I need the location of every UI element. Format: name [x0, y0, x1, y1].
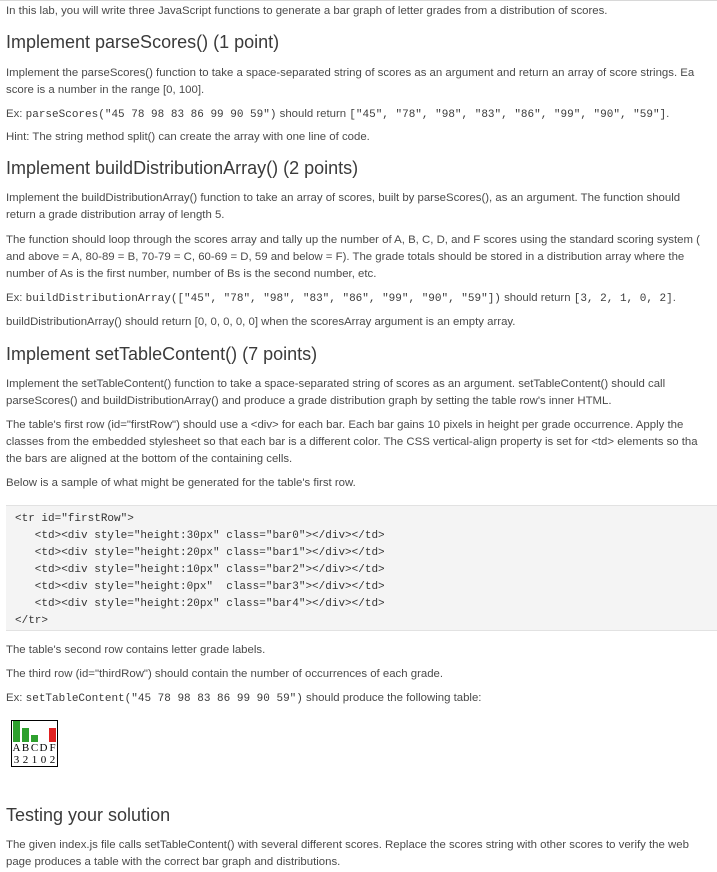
parse-scores-heading: Implement parseScores() (1 point) [6, 32, 280, 52]
bar-c [31, 735, 38, 742]
intro-paragraph: In this lab, you will write three JavaScript functions to generate a bar graph of letter grades from a distribution of scores. [6, 5, 608, 17]
set-table-content-description: Implement the setTableContent() function to take a space-separated string of scores as an argument. setTableContent() should call parseScores() and buildDistributionArray() and produce a grade distribution graph by setting the table row's inner HTML. [6, 378, 666, 407]
build-distribution-empty-note: buildDistributionArray() should return [0, 0, 0, 0, 0] when the scoresArray argument is an empty array. [6, 316, 516, 328]
letter-cell: A [12, 742, 21, 754]
code-line: <td><div style="height:20px" class="bar1"></div></td> [15, 547, 385, 559]
grade-distribution-table [11, 720, 58, 767]
letter-cell: B [21, 742, 30, 754]
count-cell: 1 [31, 754, 38, 766]
second-row-note: The table's second row contains letter grade labels. [6, 644, 266, 656]
top-divider [0, 0, 717, 1]
bar-row [12, 721, 58, 743]
sample-intro: Below is a sample of what might be generated for the table's first row. [6, 477, 356, 489]
bar-f [49, 728, 56, 742]
count-cell: 3 [13, 754, 20, 766]
letter-cell: F [49, 742, 56, 754]
bar-b [22, 728, 29, 742]
code-line: <td><div style="height:10px" class="bar2"></div></td> [15, 564, 385, 576]
sample-code-block [6, 505, 717, 631]
code-line: </tr> [15, 615, 49, 627]
third-row-note: The third row (id="thirdRow") should contain the number of occurrences of each grade. [6, 668, 444, 680]
code-line: <td><div style="height:30px" class="bar0"></div></td> [15, 530, 385, 542]
parse-scores-example: Ex: parseScores("45 78 98 83 86 99 90 59") should return ["45", "78", "98", "83", "86", "99", "90", "59"]. [6, 108, 670, 121]
count-row [12, 754, 58, 767]
set-table-content-heading: Implement setTableContent() (7 points) [6, 344, 318, 364]
parse-scores-hint: Hint: The string method split() can create the array with one line of code. [6, 131, 370, 143]
build-distribution-heading: Implement buildDistributionArray() (2 points) [6, 158, 359, 178]
testing-description: The given index.js file calls setTableContent() with several different scores. Replace the scores string with other scores to verify the web page produces a table with the correct bar graph and distributions. [6, 839, 689, 868]
parse-scores-description: Implement the parseScores() function to take a space-separated string of scores as an argument and return an array of score strings. Ea score is a number in the range [0, 100]. [6, 67, 695, 96]
count-cell: 0 [40, 754, 47, 766]
build-distribution-scoring: The function should loop through the scores array and tally up the number of A, B, C, D, and F scores using the standard scoring system ( and above = A, 80-89 = B, 70-79 = C, 60-69 = D, 59 and below = F). The grade totals should be stored in a distribution array where the number of As is the first number, number of Bs is the second number, etc. [6, 234, 700, 280]
first-row-requirements: The table's first row (id="firstRow") should use a <div> for each bar. Each bar gains 10 pixels in height per grade occurrence. Apply the classes from the embedded stylesheet so that each bar is a different color. The CSS vertical-align property is set for <td> elements so tha the bars are aligned at the bottom of the containing cells. [6, 419, 698, 465]
letter-row [12, 742, 58, 754]
code-line: <td><div style="height:0px" class="bar3"></div></td> [15, 581, 385, 593]
count-cell: 2 [22, 754, 29, 766]
set-table-content-example: Ex: setTableContent("45 78 98 83 86 99 90 59") should produce the following table: [6, 692, 482, 705]
letter-cell: D [39, 742, 48, 754]
build-distribution-example: Ex: buildDistributionArray(["45", "78", "98", "83", "86", "99", "90", "59"]) should return [3, 2, 1, 0, 2]. [6, 292, 676, 305]
code-line: <td><div style="height:20px" class="bar4"></div></td> [15, 598, 385, 610]
testing-heading: Testing your solution [6, 805, 171, 825]
build-distribution-description: Implement the buildDistributionArray() function to take an array of scores, built by parseScores(), as an argument. The function should return a grade distribution array of length 5. [6, 192, 681, 221]
count-cell: 2 [49, 754, 56, 766]
bar-a [13, 721, 20, 742]
code-line: <tr id="firstRow"> [15, 513, 134, 525]
letter-cell: C [30, 742, 39, 754]
